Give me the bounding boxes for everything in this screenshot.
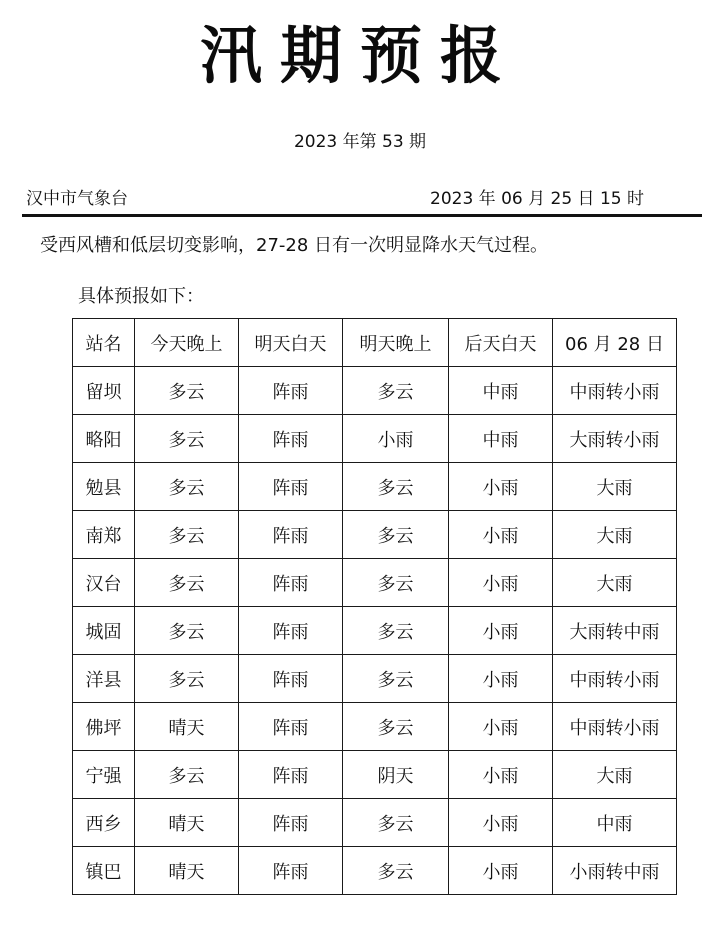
cell-june-28: 中雨转小雨 [553, 655, 677, 703]
cell-day-after-day: 小雨 [449, 703, 553, 751]
cell-station: 镇巴 [73, 847, 135, 895]
cell-tomorrow-night: 小雨 [343, 415, 449, 463]
cell-day-after-day: 小雨 [449, 463, 553, 511]
cell-station: 宁强 [73, 751, 135, 799]
cell-tonight: 多云 [135, 415, 239, 463]
cell-tomorrow-day: 阵雨 [239, 511, 343, 559]
cell-day-after-day: 小雨 [449, 655, 553, 703]
cell-tonight: 晴天 [135, 703, 239, 751]
cell-june-28: 大雨转中雨 [553, 607, 677, 655]
cell-station: 佛坪 [73, 703, 135, 751]
cell-tomorrow-night: 多云 [343, 799, 449, 847]
cell-tomorrow-day: 阵雨 [239, 655, 343, 703]
cell-day-after-day: 中雨 [449, 367, 553, 415]
cell-tonight: 多云 [135, 655, 239, 703]
table-row [73, 751, 677, 799]
cell-june-28: 中雨转小雨 [553, 367, 677, 415]
table-row [73, 799, 677, 847]
cell-tomorrow-night: 多云 [343, 463, 449, 511]
cell-june-28: 中雨 [553, 799, 677, 847]
table-row [73, 655, 677, 703]
header-tomorrow-night: 明天晚上 [343, 319, 449, 367]
cell-tomorrow-night: 多云 [343, 559, 449, 607]
issuing-station: 汉中市气象台 [26, 189, 128, 209]
table-row [73, 607, 677, 655]
cell-tomorrow-night: 多云 [343, 607, 449, 655]
cell-tomorrow-night: 多云 [343, 847, 449, 895]
cell-day-after-day: 小雨 [449, 847, 553, 895]
cell-tonight: 多云 [135, 511, 239, 559]
header-day-after-day: 后天白天 [449, 319, 553, 367]
cell-tonight: 多云 [135, 559, 239, 607]
header-station: 站名 [73, 319, 135, 367]
cell-tomorrow-night: 阴天 [343, 751, 449, 799]
cell-station: 留坝 [73, 367, 135, 415]
table-header-row [73, 319, 677, 367]
forecast-summary: 受西风槽和低层切变影响，27-28 日有一次明显降水天气过程。 [40, 235, 549, 256]
issuer-row [22, 186, 702, 217]
table-row [73, 463, 677, 511]
issue-datetime: 2023 年 06 月 25 日 15 时 [430, 189, 644, 209]
cell-station: 略阳 [73, 415, 135, 463]
cell-day-after-day: 小雨 [449, 799, 553, 847]
cell-day-after-day: 小雨 [449, 607, 553, 655]
cell-tomorrow-day: 阵雨 [239, 367, 343, 415]
document-title: 汛期预报 [199, 19, 520, 92]
table-row [73, 511, 677, 559]
cell-tonight: 晴天 [135, 799, 239, 847]
cell-day-after-day: 小雨 [449, 511, 553, 559]
header-tomorrow-day: 明天白天 [239, 319, 343, 367]
cell-tomorrow-night: 多云 [343, 655, 449, 703]
cell-tomorrow-night: 多云 [343, 367, 449, 415]
cell-tomorrow-day: 阵雨 [239, 847, 343, 895]
cell-station: 西乡 [73, 799, 135, 847]
header-june-28: 06 月 28 日 [553, 319, 677, 367]
table-body [73, 367, 677, 895]
cell-tomorrow-day: 阵雨 [239, 559, 343, 607]
cell-june-28: 大雨 [553, 511, 677, 559]
cell-tomorrow-day: 阵雨 [239, 415, 343, 463]
cell-tonight: 多云 [135, 367, 239, 415]
cell-station: 南郑 [73, 511, 135, 559]
cell-june-28: 小雨转中雨 [553, 847, 677, 895]
table-row [73, 559, 677, 607]
cell-june-28: 大雨 [553, 463, 677, 511]
cell-tonight: 多云 [135, 751, 239, 799]
cell-tomorrow-day: 阵雨 [239, 799, 343, 847]
issue-number: 2023 年第 53 期 [293, 132, 427, 152]
header-tonight: 今天晚上 [135, 319, 239, 367]
cell-june-28: 中雨转小雨 [553, 703, 677, 751]
table-row [73, 703, 677, 751]
cell-tonight: 多云 [135, 463, 239, 511]
cell-tomorrow-night: 多云 [343, 511, 449, 559]
cell-station: 洋县 [73, 655, 135, 703]
cell-tomorrow-day: 阵雨 [239, 463, 343, 511]
cell-tomorrow-day: 阵雨 [239, 703, 343, 751]
cell-day-after-day: 小雨 [449, 751, 553, 799]
cell-station: 汉台 [73, 559, 135, 607]
cell-station: 勉县 [73, 463, 135, 511]
cell-june-28: 大雨 [553, 751, 677, 799]
cell-june-28: 大雨转小雨 [553, 415, 677, 463]
cell-day-after-day: 小雨 [449, 559, 553, 607]
cell-station: 城固 [73, 607, 135, 655]
table-row [73, 367, 677, 415]
cell-tomorrow-night: 多云 [343, 703, 449, 751]
cell-tonight: 多云 [135, 607, 239, 655]
cell-day-after-day: 中雨 [449, 415, 553, 463]
forecast-intro: 具体预报如下： [78, 286, 204, 307]
table-row [73, 847, 677, 895]
cell-tomorrow-day: 阵雨 [239, 607, 343, 655]
table-row [73, 415, 677, 463]
cell-tomorrow-day: 阵雨 [239, 751, 343, 799]
cell-tonight: 晴天 [135, 847, 239, 895]
cell-june-28: 大雨 [553, 559, 677, 607]
forecast-table [72, 318, 677, 895]
